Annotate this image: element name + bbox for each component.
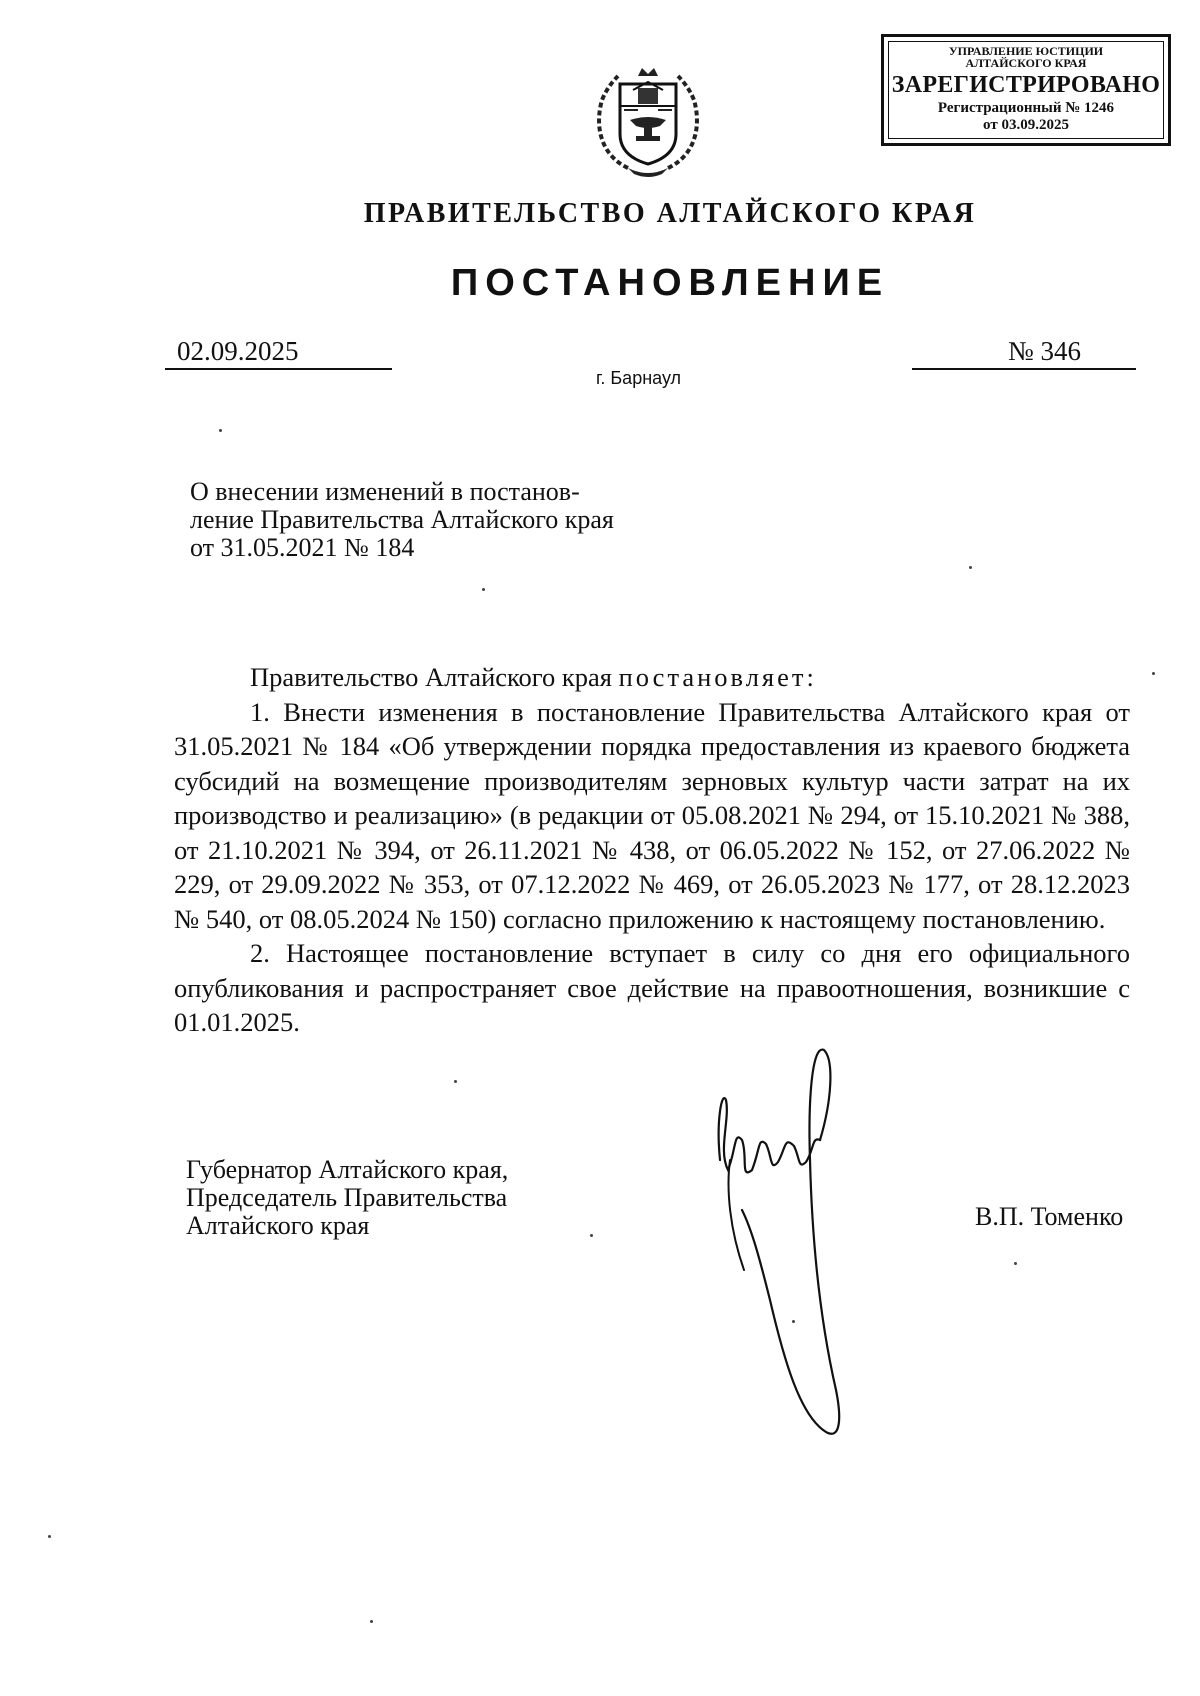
document-subject	[190, 478, 670, 562]
body-preamble	[174, 660, 1130, 695]
stamp-reg-date: от 03.09.2025	[983, 117, 1069, 133]
stamp-status: ЗАРЕГИСТРИРОВАНО	[891, 72, 1161, 98]
scan-speck	[454, 1080, 457, 1083]
scan-speck	[969, 566, 972, 569]
scan-speck	[482, 588, 485, 591]
preamble-keyword: постановляет:	[618, 662, 817, 692]
registration-stamp	[881, 34, 1171, 146]
stamp-authority-line1: УПРАВЛЕНИЕ ЮСТИЦИИ	[948, 44, 1104, 58]
document-number: № 346	[912, 334, 1136, 370]
scan-speck	[219, 429, 222, 432]
document-body	[174, 660, 1130, 1040]
signatory-name: В.П. Томенко	[975, 1202, 1124, 1231]
coat-of-arms-emblem	[588, 56, 708, 181]
subject-line3: от 31.05.2021 № 184	[190, 533, 415, 562]
signatory-title-line2: Председатель Правительства	[186, 1183, 508, 1212]
body-item-1: 1. Внести изменения в постановление Правительства Алтайского края от 31.05.2021 № 184 «Об утверждении порядка предоставления из краевого бюджета субсидий на возмещение производителям зерновых культур части затрат на их производство и реализацию» (в редакции от 05.08.2021 № 294, от 15.10.2021 № 388, от 21.10.2021 № 394, от 26.11.2021 № 438, от 06.05.2022 № 152, от 27.06.2022 № 229, от 29.09.2022 № 353, от 07.12.2022 № 469, от 26.05.2023 № 177, от 28.12.2023 № 540, от 08.05.2024 № 150) согласно приложению к настоящему постановлению.	[174, 696, 1130, 934]
scan-speck	[1014, 1262, 1017, 1265]
signatory-title	[186, 1156, 606, 1240]
handwritten-signature	[700, 1040, 880, 1460]
stamp-authority-line2: АЛТАЙСКОГО КРАЯ	[965, 56, 1087, 70]
government-title: ПРАВИТЕЛЬСТВО АЛТАЙСКОГО КРАЯ	[363, 198, 977, 229]
scan-speck	[590, 1234, 593, 1237]
document-type-heading: ПОСТАНОВЛЕНИЕ	[450, 262, 890, 304]
scan-speck	[792, 1320, 795, 1323]
signatory-title-line1: Губернатор Алтайского края,	[186, 1155, 509, 1184]
body-item-2: 2. Настоящее постановление вступает в силу со дня его официального опубликования и распространяет свое действие на правоотношения, возникшие с 01.01.2025.	[174, 938, 1130, 1037]
scan-speck	[48, 1535, 51, 1538]
subject-line1: О внесении изменений в постанов-	[190, 477, 580, 506]
signatory-title-line3: Алтайского края	[186, 1211, 370, 1240]
scan-speck	[1152, 672, 1155, 675]
stamp-inner-frame	[888, 41, 1164, 139]
preamble-text: Правительство Алтайского края	[250, 662, 619, 692]
subject-line2: ление Правительства Алтайского края	[190, 505, 614, 534]
scan-speck	[370, 1620, 373, 1623]
issue-city: г. Барнаул	[596, 368, 682, 388]
document-date: 02.09.2025	[165, 334, 392, 370]
stamp-reg-number: Регистрационный № 1246	[937, 100, 1115, 116]
